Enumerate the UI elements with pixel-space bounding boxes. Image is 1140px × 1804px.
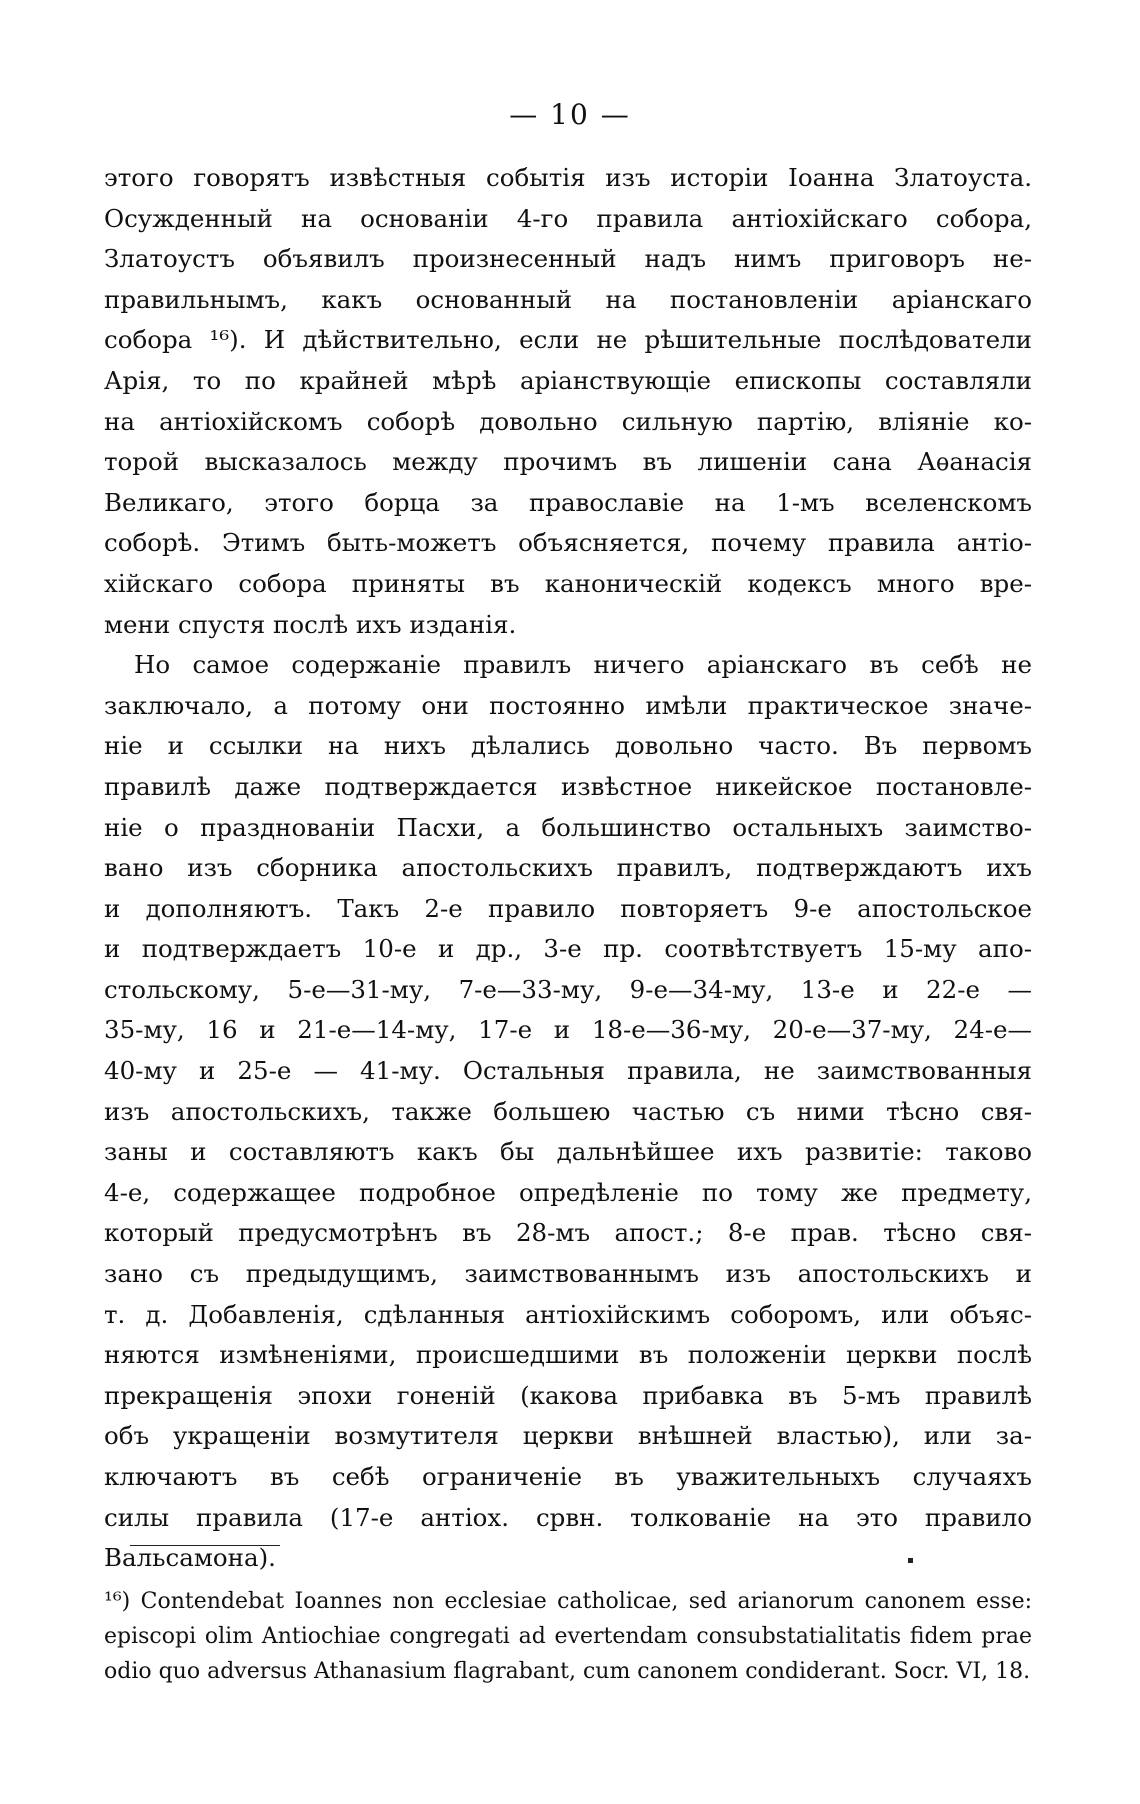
text-line: мени спустя послѣ ихъ изданія. [104,609,517,639]
text-line: этого говорятъ извѣстныя событія изъ исторіи Іоанна Златоуста. [104,163,1032,192]
footnote-divider [130,1545,280,1546]
text-line: на антіохійскомъ соборѣ довольно сильную партію, вліяніе ко- [104,406,1032,436]
text-line: 40-му и 25-е — 41-му. Остальныя правила, не заимствованныя [104,1056,1032,1086]
text-line: т. д. Добавленія, сдѣланныя антіохійскимъ соборомъ, или объяс- [104,1299,1032,1329]
text-line: и подтверждаетъ 10-е и др., 3-е пр. соотвѣтствуетъ 15-му апо- [104,934,1032,964]
footnote-line: odio quo adversus Athanasium flagrabant, cum canonem condiderant. Socr. VI, 18. [104,1659,1031,1684]
text-line: ключаютъ въ себѣ ограниченіе въ уважительныхъ случаяхъ [104,1462,1032,1491]
text-line: ніе и ссылки на нихъ дѣлались довольно часто. Въ первомъ [104,731,1032,761]
text-line: и дополняютъ. Такъ 2-е правило повторяетъ 9-е апостольское [104,893,1032,923]
text-line: 35-му, 16 и 21-е—14-му, 17-е и 18-е—36-му, 20-е—37-му, 24-е— [104,1015,1032,1045]
text-line: который предусмотрѣнъ въ 28-мъ апост.; 8-е прав. тѣсно свя- [104,1218,1032,1248]
text-line: торой высказалось между прочимъ въ лишеніи сана Аѳанасія [104,447,1032,477]
text-line: Вальсамона). [104,1543,276,1573]
text-line: заключало, а потому они постоянно имѣли практическое значе- [104,690,1032,720]
text-line: вано изъ сборника апостольскихъ правилъ, подтверждаютъ ихъ [104,853,1032,883]
footnote [104,1584,1032,1689]
text-line: Арія, то по крайней мѣрѣ аріанствующіе епископы составляли [104,365,1032,395]
text-line: Осужденный на основаніи 4-го правила антіохійскаго собора, [104,203,1032,233]
text-line: зано съ предыдущимъ, заимствованнымъ изъ апостольскихъ и [104,1259,1032,1289]
text-line: стольскому, 5-е—31-му, 7-е—33-му, 9-е—34-му, 13-е и 22-е — [104,974,1032,1004]
page-number: — 10 — [509,98,631,131]
text-line: прекращенія эпохи гоненій (какова прибавка въ 5-мъ правилѣ [104,1380,1032,1410]
footnote-line: episcopi olim Antiochiae congregati ad evertendam consubstatialitatis fidem prae [104,1624,1032,1649]
footnote-line: ¹⁶) Contendebat Ioannes non ecclesiae catholicae, sed arianorum canonem esse: [104,1589,1032,1614]
text-line: Но самое содержаніе правилъ ничего аріанскаго въ себѣ не [134,650,1032,680]
text-line: 4-е, содержащее подробное опредѣленіе по тому же предмету, [104,1177,1032,1207]
text-line: изъ апостольскихъ, также большею частью съ ними тѣсно свя- [104,1096,1032,1126]
main-text [104,158,1032,1579]
text-line: хійскаго собора приняты въ каноническій кодексъ много вре- [104,568,1032,598]
text-line: Великаго, этого борца за православіе на 1-мъ вселенскомъ [104,487,1032,517]
text-line: правильнымъ, какъ основанный на постановленіи аріанскаго [104,284,1032,314]
text-line: заны и составляютъ какъ бы дальнѣйшее ихъ развитіе: таково [104,1137,1032,1167]
text-line: правилѣ даже подтверждается извѣстное никейское постановле- [104,771,1032,801]
text-line: соборѣ. Этимъ быть-можетъ объясняется, почему правила антіо- [104,528,1032,558]
text-line: собора ¹⁶). И дѣйствительно, если не рѣшительные послѣдователи [104,325,1032,355]
text-line: силы правила (17-е антіох. срвн. толкованіе на это правило [104,1502,1032,1532]
text-line: няются измѣненіями, происшедшими въ положеніи церкви послѣ [104,1340,1032,1370]
text-line: Златоустъ объявилъ произнесенный надъ нимъ приговоръ не- [104,244,1032,274]
ink-dot [908,1558,913,1563]
text-line: ніе о празднованіи Пасхи, а большинство остальныхъ заимство- [104,812,1032,842]
text-line: объ укращеніи возмутителя церкви внѣшней властью), или за- [104,1421,1032,1451]
